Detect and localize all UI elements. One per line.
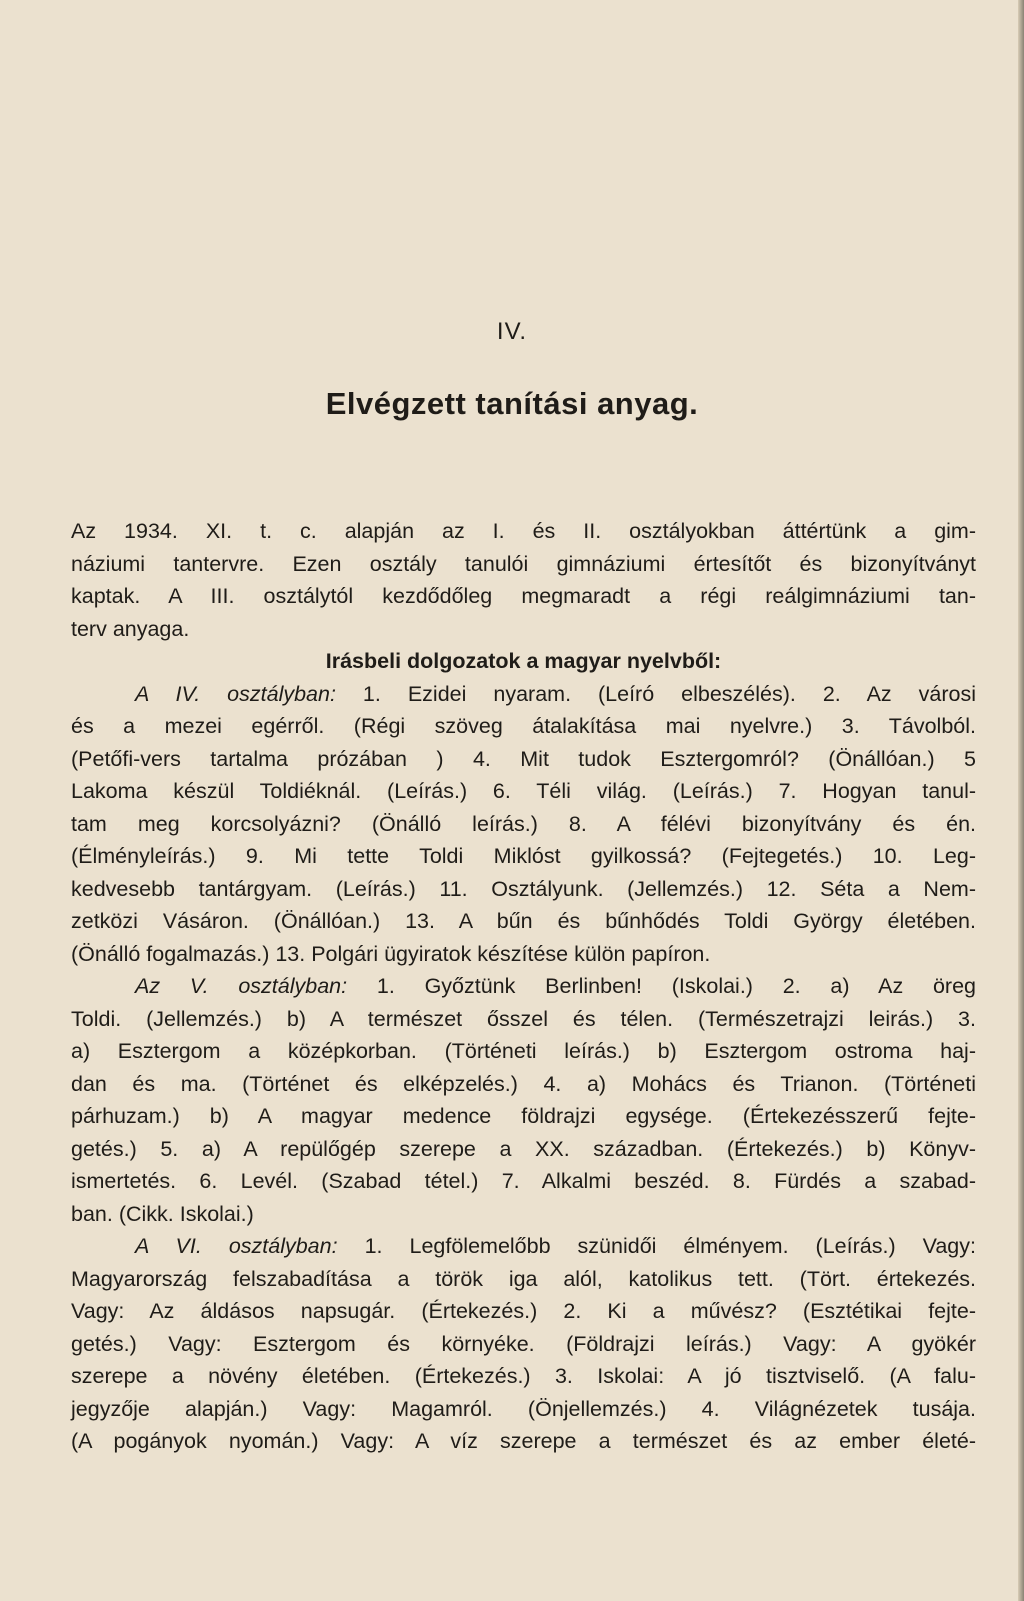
line-text: (Önálló fogalmazás.) 13. Polgári ügyiratok készítése külön papíron. <box>71 941 711 966</box>
line-text: getés.) Vagy: Esztergom és környéke. (Földrajzi leírás.) Vagy: A gyökér <box>71 1331 976 1356</box>
text-line <box>71 1133 976 1166</box>
page-edge-shadow <box>1018 0 1024 1601</box>
line-text: náziumi tantervre. Ezen osztály tanulói gimnáziumi értesítőt és bizonyítványt <box>71 551 976 576</box>
line-text: Toldi. (Jellemzés.) b) A természet ősszel és télen. (Természetrajzi leirás.) 3. <box>71 1006 976 1031</box>
line-text: ban. (Cikk. Iskolai.) <box>71 1201 254 1226</box>
class-label: A VI. osztályban: <box>135 1234 338 1258</box>
text-line <box>71 775 976 808</box>
line-text: dan és ma. (Történet és elképzelés.) 4. a) Mohács és Trianon. (Történeti <box>71 1071 976 1096</box>
line-text: terv anyaga. <box>71 616 190 641</box>
text-line <box>71 1393 976 1426</box>
text-line <box>71 905 976 938</box>
line-text: párhuzam.) b) A magyar medence földrajzi egysége. (Értekezésszerű fejte- <box>71 1104 976 1128</box>
line-text: 1. Ezidei nyaram. (Leíró elbeszélés). 2. Az városi <box>335 681 976 706</box>
line-text: Vagy: Az áldásos napsugár. (Értekezés.) 2. Ki a művész? (Esztétikai fejte- <box>71 1299 976 1323</box>
text-line <box>71 515 976 548</box>
body-text <box>71 515 976 1458</box>
text-line <box>71 1360 976 1393</box>
line-text: Irásbeli dolgozatok a magyar nyelvből: <box>325 649 722 673</box>
line-text: kedvesebb tantárgyam. (Leírás.) 11. Osztályunk. (Jellemzés.) 12. Séta a Nem- <box>71 876 976 901</box>
text-line <box>71 1230 976 1263</box>
text-line <box>71 1425 976 1458</box>
text-line <box>71 678 976 711</box>
line-text: szerepe a növény életében. (Értekezés.) 3. Iskolai: A jó tisztviselő. (A falu- <box>71 1364 976 1388</box>
text-line <box>71 743 976 776</box>
line-text: ismertetés. 6. Levél. (Szabad tétel.) 7. Alkalmi beszéd. 8. Fürdés a szabad- <box>71 1169 976 1193</box>
line-text: kaptak. A III. osztálytól kezdődőleg megmaradt a régi reálgimnáziumi tan- <box>71 584 976 608</box>
line-text: 1. Legfölemelőbb szünidői élményem. (Leírás.) Vagy: <box>337 1234 976 1258</box>
section-heading <box>71 645 976 678</box>
line-text: Az 1934. XI. t. c. alapján az I. és II. osztályokban áttértünk a gim- <box>71 519 976 543</box>
line-text: Lakoma készül Toldiéknál. (Leírás.) 6. Téli világ. (Leírás.) 7. Hogyan tanul- <box>71 779 976 803</box>
text-line <box>71 1003 976 1036</box>
text-line <box>71 613 976 646</box>
text-line <box>71 808 976 841</box>
text-line <box>71 548 976 581</box>
class-label: A IV. osztályban: <box>135 681 336 706</box>
text-line <box>71 1100 976 1133</box>
text-line <box>71 1328 976 1361</box>
line-text: (A pogányok nyomán.) Vagy: A víz szerepe a természet és az ember életé- <box>71 1429 976 1453</box>
line-text: és a mezei egérről. (Régi szöveg átalakítása mai nyelvre.) 3. Távolból. <box>71 714 976 738</box>
line-text: zetközi Vásáron. (Önállóan.) 13. A bűn és bűnhődés Toldi György életében. <box>71 909 976 933</box>
text-line <box>71 1068 976 1101</box>
line-text: getés.) 5. a) A repülőgép szerepe a XX. században. (Értekezés.) b) Könyv- <box>71 1136 976 1161</box>
section-number: IV. <box>496 318 528 345</box>
text-line <box>71 1165 976 1198</box>
line-text: jegyzője alapján.) Vagy: Magamról. (Önjellemzés.) 4. Világnézetek tusája. <box>71 1396 976 1421</box>
line-text: Magyarország felszabadítása a török iga alól, katolikus tett. (Tört. értekezés. <box>71 1266 976 1291</box>
text-line <box>71 1295 976 1328</box>
text-line <box>71 970 976 1003</box>
line-text: 1. Győztünk Berlinben! (Iskolai.) 2. a) Az öreg <box>347 974 977 998</box>
line-text: (Petőfi-vers tartalma prózában ) 4. Mit tudok Esztergomról? (Önállóan.) 5 <box>71 746 976 771</box>
text-line <box>71 938 976 971</box>
page-title: Elvégzett tanítási anyag. <box>325 386 699 421</box>
text-line <box>71 840 976 873</box>
text-line <box>71 580 976 613</box>
text-line <box>71 710 976 743</box>
line-text: a) Esztergom a középkorban. (Történeti leírás.) b) Esztergom ostroma haj- <box>71 1039 976 1063</box>
text-line <box>71 1198 976 1231</box>
text-line <box>71 1263 976 1296</box>
line-text: tam meg korcsolyázni? (Önálló leírás.) 8. A félévi bizonyítvány és én. <box>71 811 976 836</box>
class-label: Az V. osztályban: <box>135 974 348 998</box>
text-line <box>71 873 976 906</box>
line-text: (Élményleírás.) 9. Mi tette Toldi Miklóst gyilkossá? (Fejtegetés.) 10. Leg- <box>71 844 976 868</box>
text-line <box>71 1035 976 1068</box>
